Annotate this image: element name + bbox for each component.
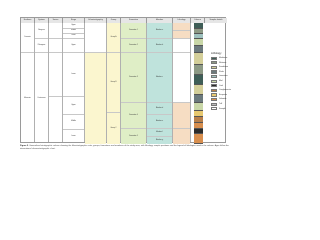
- member-cell: Member f: [147, 129, 172, 137]
- header-erathem: Erathem: [21, 18, 35, 23]
- formation-cell: Formation 2: [121, 39, 146, 53]
- lithology-cell: [173, 23, 190, 31]
- formation-cell: Formation 5: [121, 129, 146, 144]
- legend-swatch: [211, 98, 217, 101]
- legend-swatch: [211, 107, 217, 110]
- header-formation: Formation: [121, 18, 147, 23]
- erathem-cell: Cenozoic: [21, 23, 34, 53]
- legend-label: Evaporite: [219, 93, 227, 96]
- legend-swatch: [211, 70, 217, 73]
- stage-cell: Upper: [63, 23, 84, 29]
- stage-cell: Middle: [63, 29, 84, 34]
- lithology-legend: [209, 52, 261, 111]
- header-member: Member: [147, 18, 173, 23]
- member-column: [147, 23, 173, 142]
- series-cell: [49, 97, 62, 144]
- lithology-cell: [173, 39, 190, 53]
- lithology-column: [173, 23, 191, 142]
- legend-swatch: [211, 89, 217, 92]
- system-column: [35, 23, 49, 142]
- member-cell: Member a: [147, 23, 172, 39]
- system-cell: Neogene: [35, 23, 48, 39]
- header-lithostratigraphy: Lithostratigraphy: [85, 18, 107, 23]
- stage-cell: Lower: [63, 53, 84, 97]
- legend-swatch: [211, 103, 217, 106]
- group-column: [107, 23, 121, 142]
- formation-cell: Formation 1: [121, 23, 146, 39]
- lithology-cell: [173, 103, 190, 129]
- member-cell: Member b: [147, 39, 172, 53]
- series-cell: [49, 53, 62, 97]
- header-stage: Stage: [63, 18, 85, 23]
- stage-cell: Lower: [63, 34, 84, 39]
- legend-label: Siltstone: [219, 61, 227, 64]
- lithostratigraphy-column: [85, 23, 107, 142]
- legend-title: Lithology: [211, 52, 222, 55]
- column-layer: [194, 134, 203, 144]
- legend-label: Conglomerate: [219, 89, 231, 92]
- stratigraphic-column-graphic: [194, 23, 203, 142]
- stratigraphic-table: [20, 17, 229, 143]
- group-cell: Group B: [107, 53, 120, 113]
- legend-label: Coal: [219, 84, 223, 87]
- legend-label: Sandstone: [219, 66, 229, 69]
- group-cell: Group A: [107, 23, 120, 53]
- caption-label: Figure 2.: [20, 145, 29, 147]
- system-cell: Paleogene: [35, 39, 48, 53]
- legend-swatch: [211, 93, 217, 96]
- legend-label: Shale: [219, 70, 224, 73]
- header-group: Group: [107, 18, 121, 23]
- formation-column: [121, 23, 147, 142]
- column-layer: [194, 39, 203, 46]
- system-cell: Cretaceous: [37, 97, 46, 99]
- column-layer: [194, 46, 203, 53]
- lithology-cell: [173, 129, 190, 144]
- legend-label: Marl: [219, 79, 223, 82]
- stage-column: [63, 23, 85, 142]
- member-cell: Member c: [147, 53, 172, 103]
- member-cell: Member e: [147, 115, 172, 129]
- legend-swatch: [211, 66, 217, 69]
- legend-label: Limestone: [219, 75, 228, 78]
- column-layer: [194, 95, 203, 103]
- caption-text: Generalized stratigraphic column showing the lithostratigraphic units, groups, formations and members of the study area, with lithology, sample positions and the legend of lithologies used in the column. Ages follow the international chronostratigraphic chart.: [20, 145, 229, 150]
- header-column: Column: [191, 18, 205, 23]
- legend-swatch: [211, 84, 217, 87]
- header-series: Series: [49, 18, 63, 23]
- legend-swatch: [211, 57, 217, 60]
- column-layer: [194, 103, 203, 111]
- legend-swatch: [211, 75, 217, 78]
- lithology-cell: [173, 31, 190, 39]
- litho-cell: [85, 23, 106, 53]
- stage-cell: Lower: [71, 136, 76, 137]
- lithology-cell: [173, 53, 190, 103]
- series-cell: [49, 39, 62, 53]
- header-sample-details: Sample details: [205, 18, 227, 23]
- legend-label: Mudstone: [219, 57, 228, 59]
- member-cell: Member d: [147, 103, 172, 115]
- erathem-cell: Mesozoic: [24, 97, 31, 99]
- column-layer: [194, 75, 203, 85]
- column-layer: [194, 65, 203, 75]
- member-cell: Member g: [147, 137, 172, 144]
- legend-label: Sample: [219, 107, 226, 110]
- legend-item: [209, 107, 261, 112]
- formation-cell: Formation 4: [121, 103, 146, 129]
- series-cell: [49, 23, 62, 39]
- litho-cell: [85, 53, 106, 144]
- erathem-column: [21, 23, 35, 142]
- legend-label: Tuff: [219, 102, 223, 105]
- stage-cell: Middle: [63, 115, 84, 130]
- group-cell: Group C: [107, 113, 120, 144]
- header-system: System: [35, 18, 49, 23]
- header-lithology: Lithology: [173, 18, 191, 23]
- stage-cell: Upper: [63, 97, 84, 115]
- series-column: [49, 23, 63, 142]
- legend-label: Dolomite: [219, 98, 227, 101]
- formation-cell: Formation 3: [121, 53, 146, 103]
- column-layer: [194, 85, 203, 95]
- figure-caption: [20, 145, 230, 151]
- legend-swatch: [211, 61, 217, 64]
- column-layer: [194, 53, 203, 65]
- stage-cell: Upper: [63, 39, 84, 53]
- legend-swatch: [211, 80, 217, 83]
